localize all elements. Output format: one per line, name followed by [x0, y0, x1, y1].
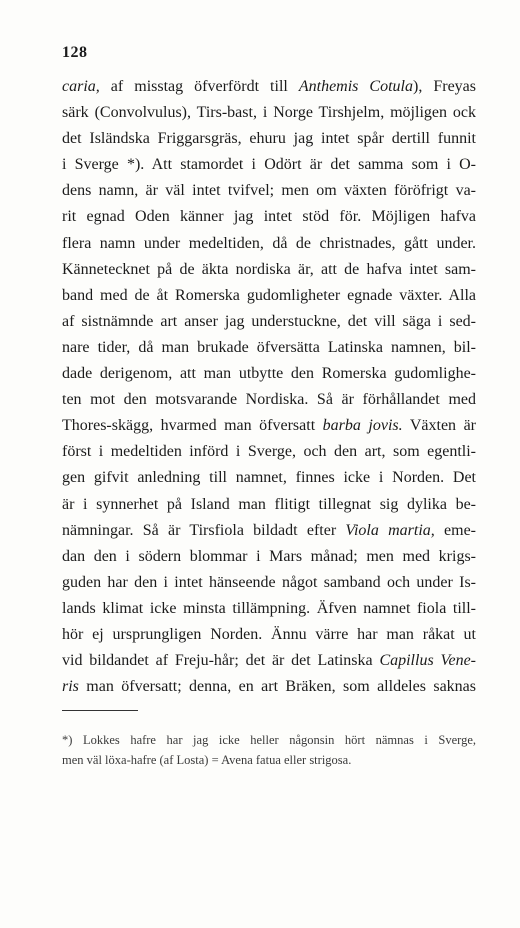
- text-line: af sistnämnde art anser jag understuckne, det vill säga i sed-: [62, 312, 476, 330]
- text-line: band med de åt Romerska gudomligheter egnade växter. Alla: [62, 286, 476, 304]
- text-line: dens namn, är väl intet tvifvel; men om växten föröfrigt va-: [62, 182, 476, 200]
- text-line: Thores-skägg, hvarmed man öfversatt barba jovis. Växten är: [62, 417, 476, 435]
- text-line: det Isländska Friggarsgräs, ehuru jag intet spår dertill funnit: [62, 130, 476, 148]
- text-line: flera namn under medeltiden, då de christnades, gått under.: [62, 234, 476, 252]
- text-line: nare tider, då man brukade öfversätta Latinska namnen, bil-: [62, 338, 476, 356]
- text-line: caria, af misstag öfverfördt till Anthemis Cotula), Freyas: [62, 78, 476, 95]
- page-number: 128: [62, 44, 88, 61]
- text-line: ten mot den motsvarande Nordiska. Så är förhållandet med: [62, 391, 476, 409]
- text-line: är i synnerhet på Island man flitigt tillegnat sig dylika be-: [62, 495, 476, 513]
- text-line: först i medeltiden införd i Sverge, och den art, som egentli-: [62, 443, 476, 461]
- footnote-line: men väl löxa-hafre (af Losta) = Avena fatua eller strigosa.: [62, 753, 352, 767]
- text-line: guden har den i intet hänseende något samband och under Is-: [62, 573, 476, 591]
- text-line: nämningar. Så är Tirsfiola bildadt efter Viola martia, eme-: [62, 521, 476, 539]
- text-line: dade derigenom, att man utbytte den Romerska gudomlighe-: [62, 365, 476, 383]
- main-text: [62, 74, 476, 700]
- text-line: rit egnad Oden känner jag intet stöd för. Möjligen hafva: [62, 208, 476, 226]
- text-line: hör ej ursprungligen Norden. Ännu värre har man råkat ut: [62, 625, 476, 643]
- text-line: dan den i södern blommar i Mars månad; men med krigs-: [62, 547, 476, 565]
- text-line: gen gifvit anledning till namnet, finnes icke i Norden. Det: [62, 469, 476, 487]
- text-line: särk (Convolvulus), Tirs-bast, i Norge Tirshjelm, möjligen ock: [62, 104, 476, 122]
- text-line: i Sverge *). Att stamordet i Odört är det samma som i O-: [62, 156, 476, 174]
- footnotes: [62, 730, 476, 770]
- footnote-line: *) Lokkes hafre har jag icke heller någonsin hört nämnas i Sverge,: [62, 733, 476, 747]
- footnote-rule: [62, 710, 138, 711]
- text-line: ris man öfversatt; denna, en art Bräken, som alldeles saknas: [62, 678, 476, 696]
- text-line: vid bildandet af Freju-hår; det är det Latinska Capillus Vene-: [62, 652, 476, 670]
- text-line: Kännetecknet på de äkta nordiska är, att de hafva intet sam-: [62, 260, 476, 278]
- text-line: lands klimat icke minsta tillämpning. Äfven namnet fiola till-: [62, 599, 476, 617]
